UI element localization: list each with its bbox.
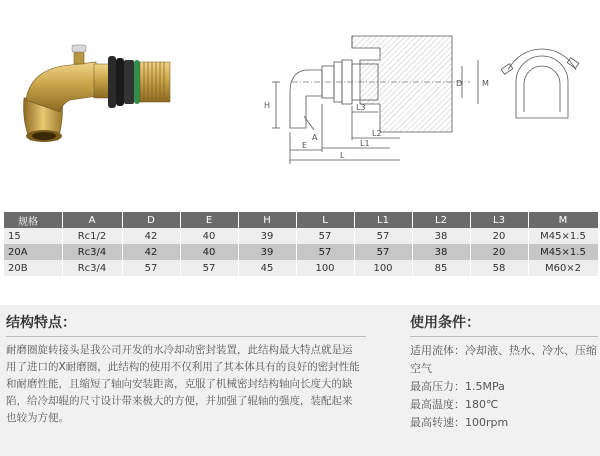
drawing-label-l3: L3 bbox=[356, 103, 366, 112]
drawing-label-l: L bbox=[340, 151, 345, 160]
features-title: 结构特点： bbox=[6, 315, 76, 331]
table-cell: 38 bbox=[412, 244, 470, 260]
info-panel bbox=[0, 305, 600, 456]
table-cell: M60×2 bbox=[528, 260, 598, 276]
table-cell: Rc3/4 bbox=[62, 260, 122, 276]
table-cell: 42 bbox=[122, 244, 180, 260]
table-cell: 57 bbox=[180, 260, 238, 276]
table-cell: 20 bbox=[470, 228, 528, 244]
conditions-title: 使用条件： bbox=[410, 315, 480, 331]
table-cell: L2 bbox=[412, 212, 470, 228]
drawing-label-a: A bbox=[312, 133, 318, 142]
table-cell: 15 bbox=[4, 228, 62, 244]
table-cell: 57 bbox=[296, 244, 354, 260]
table-cell: Rc1/2 bbox=[62, 228, 122, 244]
table-cell: Rc3/4 bbox=[62, 244, 122, 260]
table-cell: M bbox=[528, 212, 598, 228]
table-cell: 100 bbox=[296, 260, 354, 276]
end-view-drawing bbox=[501, 49, 579, 118]
table-cell: 45 bbox=[238, 260, 296, 276]
table-cell: L3 bbox=[470, 212, 528, 228]
condition-speed: 最高转速：100rpm bbox=[410, 416, 509, 429]
condition-fluid: 适用流体：冷却液、热水、冷水、压缩空气 bbox=[410, 344, 597, 375]
drawing-label-l1: L1 bbox=[360, 139, 370, 148]
spec-table bbox=[4, 212, 599, 276]
features-text: 耐磨圈旋转接头是我公司开发的水冷却动密封装置，此结构最大特点就是运用了进口的X耐磨圈，此结构的使用不仅利用了其本体具有的良好的密封性能和耐磨性能，且缩短了轴向安装距离，克服了机械密封结构轴向长度大的缺陷，给冷却辊的尺寸设计带来极大的方便，并加强了辊轴的强度，装配起来也较为方便。 bbox=[6, 344, 360, 424]
table-cell: E bbox=[180, 212, 238, 228]
drawing-label-m: M bbox=[482, 79, 489, 88]
table-cell: 57 bbox=[296, 228, 354, 244]
conditions-section bbox=[410, 313, 598, 432]
table-cell: 42 bbox=[122, 228, 180, 244]
condition-pressure: 最高压力：1.5MPa bbox=[410, 380, 505, 393]
table-cell: A bbox=[62, 212, 122, 228]
table-row bbox=[4, 244, 598, 260]
drawing-label-d: D bbox=[456, 79, 463, 88]
spec-table-body bbox=[4, 212, 598, 276]
table-cell: 40 bbox=[180, 244, 238, 260]
table-cell: 57 bbox=[122, 260, 180, 276]
drawing-label-e: E bbox=[302, 141, 308, 150]
condition-temperature: 最高温度：180℃ bbox=[410, 398, 499, 411]
table-cell: 20 bbox=[470, 244, 528, 260]
table-row bbox=[4, 260, 598, 276]
conditions-divider bbox=[410, 336, 598, 337]
table-cell: 20A bbox=[4, 244, 62, 260]
table-cell: 85 bbox=[412, 260, 470, 276]
table-cell: L bbox=[296, 212, 354, 228]
table-cell: 20B bbox=[4, 260, 62, 276]
table-cell: 39 bbox=[238, 244, 296, 260]
product-photo bbox=[24, 45, 170, 142]
table-cell: 57 bbox=[354, 244, 412, 260]
features-section bbox=[6, 313, 366, 427]
table-cell: 57 bbox=[354, 228, 412, 244]
table-header-row bbox=[4, 212, 598, 228]
table-cell: 58 bbox=[470, 260, 528, 276]
table-cell: 规格 bbox=[4, 212, 62, 228]
product-illustration bbox=[0, 0, 600, 200]
table-cell: 40 bbox=[180, 228, 238, 244]
table-cell: 39 bbox=[238, 228, 296, 244]
drawing-label-h: H bbox=[264, 101, 271, 110]
table-cell: L1 bbox=[354, 212, 412, 228]
table-row bbox=[4, 228, 598, 244]
drawing-label-l2: L2 bbox=[372, 129, 382, 138]
table-cell: M45×1.5 bbox=[528, 244, 598, 260]
table-cell: 100 bbox=[354, 260, 412, 276]
table-cell: H bbox=[238, 212, 296, 228]
table-cell: M45×1.5 bbox=[528, 228, 598, 244]
features-divider bbox=[6, 336, 366, 337]
table-cell: D bbox=[122, 212, 180, 228]
table-cell: 38 bbox=[412, 228, 470, 244]
